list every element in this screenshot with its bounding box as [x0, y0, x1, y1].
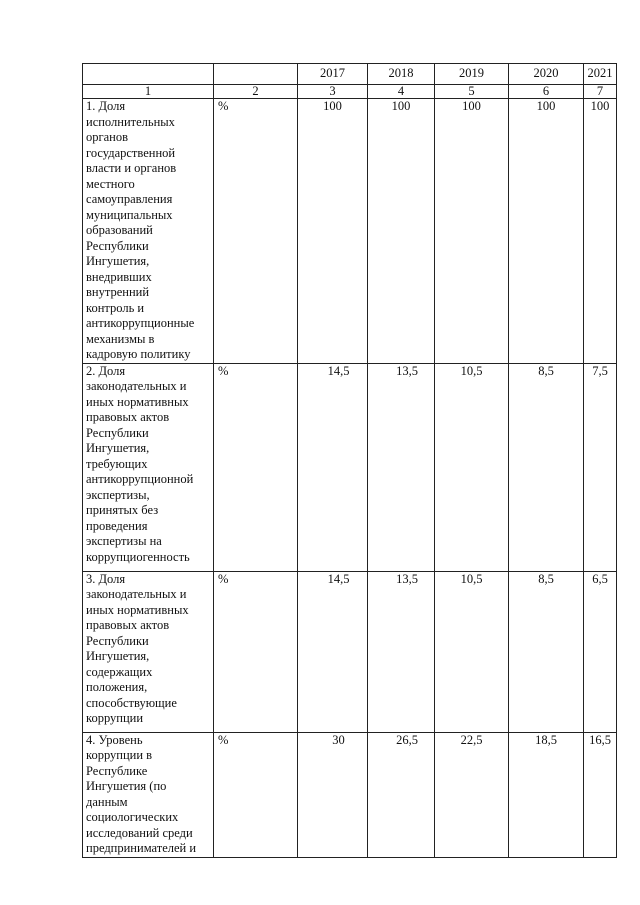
value-cell	[435, 99, 509, 364]
value-text: 30	[332, 732, 345, 747]
name-line: 1. Доля	[86, 99, 126, 113]
value-cell	[584, 363, 617, 571]
name-line: власти и органов	[86, 161, 177, 175]
name-line: 3. Доля	[86, 571, 126, 586]
value-cell	[368, 571, 435, 732]
value-cell	[298, 571, 368, 732]
value-text: 8,5	[538, 363, 554, 378]
value-cell	[368, 99, 435, 364]
name-line: исследований среди	[86, 825, 193, 840]
table-row	[83, 363, 617, 571]
year-cell: 2018	[368, 64, 435, 85]
name-line: предпринимателей и	[86, 841, 197, 855]
indicator-name	[83, 363, 214, 571]
table-row	[83, 99, 617, 364]
value-text: 8,5	[538, 571, 554, 586]
name-line: государственной	[86, 145, 176, 160]
column-number: 1	[83, 85, 214, 99]
value-text: 10,5	[460, 363, 483, 378]
name-line: самоуправления	[86, 192, 173, 206]
indicator-name	[83, 99, 214, 364]
name-line: способствующие	[86, 695, 177, 710]
name-line: антикоррупционные	[86, 316, 195, 330]
name-line: антикоррупционной	[86, 472, 194, 486]
year-cell: 2020	[509, 64, 584, 85]
name-line: требующих	[86, 456, 148, 471]
year-cell: 2017	[298, 64, 368, 85]
value-text: 14,5	[327, 571, 350, 586]
name-line: положения,	[86, 680, 148, 694]
year-cell: 2019	[435, 64, 509, 85]
value-cell	[584, 732, 617, 857]
name-line: иных нормативных	[86, 602, 189, 617]
name-line: органов	[86, 130, 129, 144]
value-text: 100	[590, 99, 610, 113]
value-text: 18,5	[535, 732, 557, 747]
name-line: данным	[86, 794, 128, 809]
name-line: 2. Доля	[86, 363, 126, 378]
name-line: Республики	[86, 238, 149, 253]
value-cell	[435, 732, 509, 857]
value-text: 10,5	[460, 571, 483, 586]
table-row	[83, 732, 617, 857]
value-cell	[509, 99, 584, 364]
name-line: муниципальных	[86, 207, 173, 222]
year-header-row	[83, 64, 617, 85]
name-line: законодательных и	[86, 587, 187, 601]
name-line: правовых актов	[86, 618, 170, 632]
column-number: 2	[214, 85, 298, 99]
indicator-name	[83, 732, 214, 857]
value-cell	[509, 571, 584, 732]
name-line: социологических	[86, 810, 179, 824]
value-text: 13,5	[396, 571, 418, 586]
name-line: Ингушетия,	[86, 441, 150, 455]
table-row	[83, 571, 617, 732]
name-line: Республики	[86, 633, 149, 648]
name-line: коррупции в	[86, 748, 153, 762]
name-line: образований	[86, 223, 153, 237]
name-line: правовых актов	[86, 410, 170, 424]
name-line: Республики	[86, 425, 149, 440]
name-line: 4. Уровень	[86, 732, 143, 747]
value-text: 16,5	[589, 732, 611, 747]
value-cell	[584, 99, 617, 364]
value-cell	[368, 363, 435, 571]
name-line: содержащих	[86, 664, 153, 679]
year-cell: 2021	[584, 64, 617, 85]
column-number: 7	[584, 85, 617, 99]
value-cell	[584, 571, 617, 732]
indicator-name	[83, 571, 214, 732]
value-cell	[298, 99, 368, 364]
column-number: 3	[298, 85, 368, 99]
value-text: 100	[536, 99, 556, 113]
name-line: экспертизы на	[86, 534, 162, 548]
name-line: механизмы в	[86, 331, 155, 346]
name-line: экспертизы,	[86, 487, 150, 502]
column-number: 4	[368, 85, 435, 99]
value-text: 26,5	[396, 732, 418, 747]
name-line: кадровую политику	[86, 347, 191, 361]
empty-header-cell	[83, 64, 214, 85]
value-text: 100	[462, 99, 481, 113]
name-line: Республике	[86, 763, 148, 778]
value-text: 13,5	[396, 363, 418, 378]
column-number-row	[83, 85, 617, 99]
name-line: Ингушетия,	[86, 649, 150, 663]
name-line: внутренний	[86, 285, 150, 299]
unit-cell: %	[214, 571, 298, 732]
value-cell	[435, 363, 509, 571]
name-line: местного	[86, 176, 135, 191]
value-text: 100	[323, 99, 342, 113]
name-line: принятых без	[86, 503, 159, 517]
value-text: 14,5	[327, 363, 350, 378]
empty-header-cell	[214, 64, 298, 85]
name-line: коррупциогенность	[86, 549, 190, 564]
value-cell	[298, 363, 368, 571]
value-text: 22,5	[460, 732, 483, 747]
name-line: внедривших	[86, 269, 152, 284]
value-cell	[435, 571, 509, 732]
name-line: контроль и	[86, 300, 145, 315]
name-line: иных нормативных	[86, 394, 189, 409]
name-line: Ингушетия,	[86, 254, 150, 268]
column-number: 6	[509, 85, 584, 99]
value-cell	[509, 732, 584, 857]
value-cell	[368, 732, 435, 857]
value-text: 6,5	[592, 571, 608, 586]
unit-cell: %	[214, 363, 298, 571]
column-number: 5	[435, 85, 509, 99]
name-line: Ингушетия (по	[86, 779, 167, 793]
name-line: исполнительных	[86, 114, 175, 129]
value-cell	[509, 363, 584, 571]
value-cell	[298, 732, 368, 857]
name-line: законодательных и	[86, 379, 187, 393]
value-text: 100	[391, 99, 411, 113]
value-text: 7,5	[592, 363, 608, 378]
name-line: проведения	[86, 518, 148, 533]
indicators-table	[82, 63, 617, 858]
name-line: коррупции	[86, 711, 144, 725]
unit-cell: %	[214, 99, 298, 364]
unit-cell: %	[214, 732, 298, 857]
